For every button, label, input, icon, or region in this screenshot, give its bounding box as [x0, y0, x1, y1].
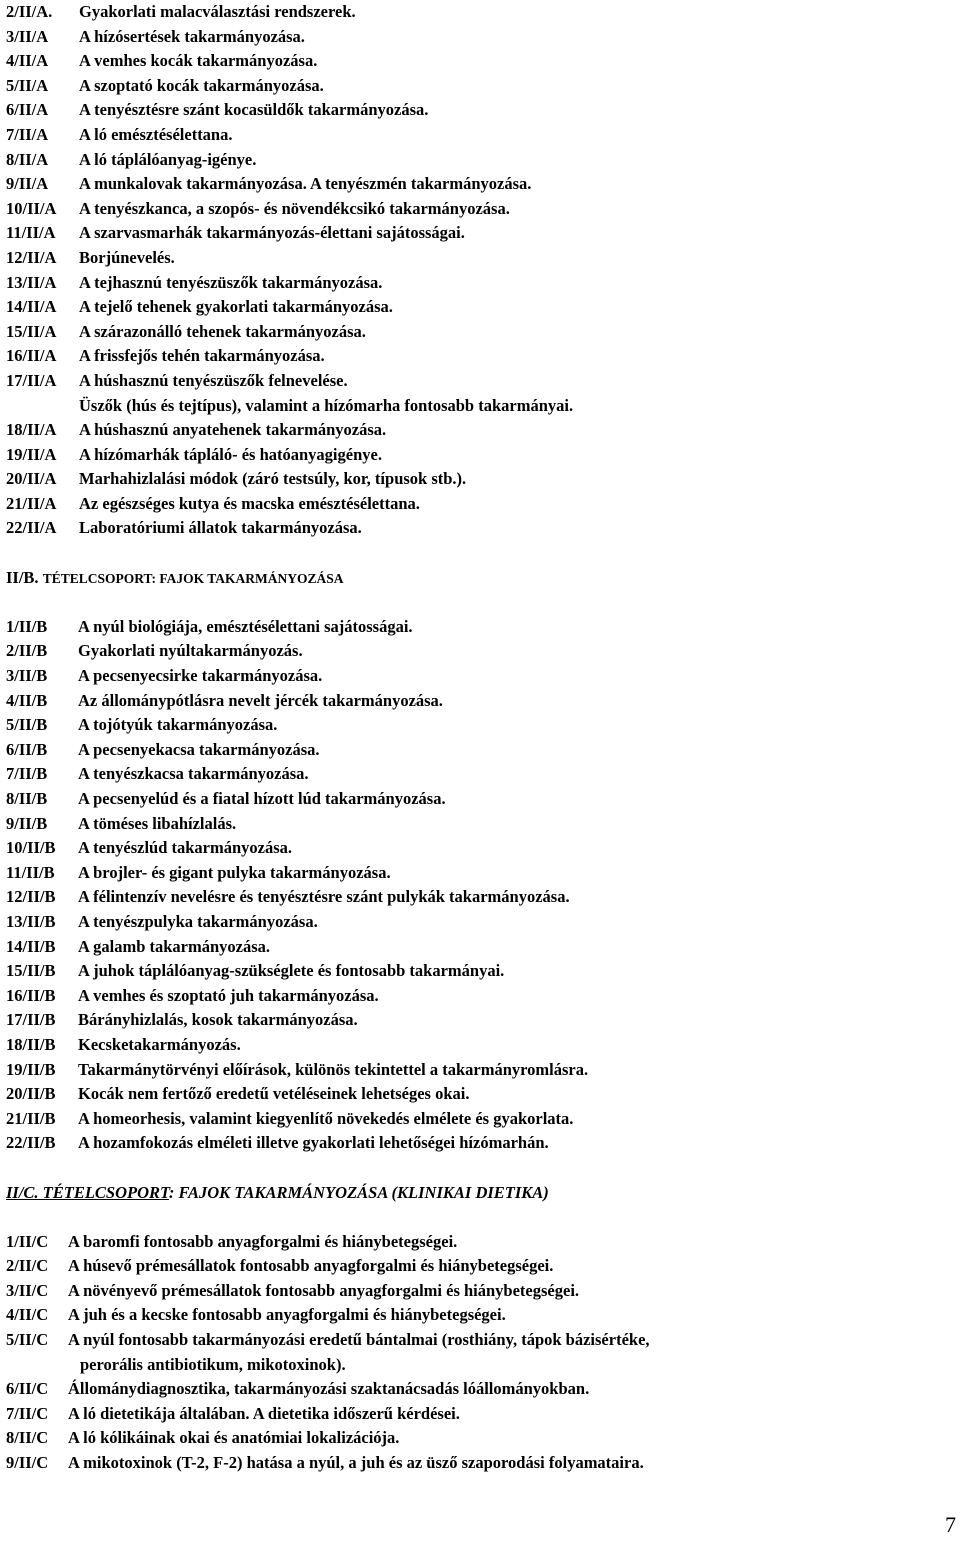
list-item [6, 1426, 946, 1451]
item-text: A homeorhesis, valamint kiegyenlítő növekedés elmélete és gyakorlata. [78, 1108, 574, 1128]
list-item [6, 295, 946, 320]
item-code: 10/II/B [6, 838, 56, 858]
list-item [6, 1131, 946, 1156]
item-code: 10/II/A [6, 198, 57, 218]
item-text: A ló táplálóanyag-igénye. [79, 149, 257, 169]
list-item [6, 1254, 946, 1279]
item-text: Az állománypótlásra nevelt jércék takarmányozása. [78, 690, 443, 710]
list-item [6, 49, 946, 74]
item-text: A szoptató kocák takarmányozása. [79, 75, 324, 95]
list-item [6, 418, 946, 443]
item-code: 12/II/A [6, 247, 57, 267]
item-code: 5/II/C [6, 1330, 49, 1350]
list-item [6, 1082, 946, 1107]
item-text: Laboratóriumi állatok takarmányozása. [79, 518, 362, 538]
heading-underlined: II/C. TÉTELCSOPORT [6, 1182, 169, 1202]
list-item [6, 615, 946, 640]
heading-text: TÉTELCSOPORT: FAJOK TAKARMÁNYOZÁSA [42, 570, 344, 586]
item-text: A frissfejős tehén takarmányozása. [79, 346, 325, 366]
page-number: 7 [945, 1512, 956, 1537]
list-item [6, 812, 946, 837]
item-code: 2/II/C [6, 1256, 49, 1276]
item-code: 16/II/B [6, 985, 56, 1005]
item-text: A töméses libahízlalás. [78, 813, 237, 833]
item-code: 2/II/A. [6, 2, 53, 21]
list-item [6, 664, 946, 689]
item-text: A tejelő tehenek gyakorlati takarmányozása. [79, 297, 393, 317]
item-text: A hozamfokozás elméleti illetve gyakorlati lehetőségei hízómarhán. [78, 1133, 549, 1153]
list-item [6, 197, 946, 222]
list-item [6, 0, 946, 25]
list-item [6, 1230, 946, 1255]
list-item [6, 935, 946, 960]
item-code: 15/II/A [6, 321, 57, 341]
item-text: A tenyésztésre szánt kocasüldők takarmányozása. [79, 100, 429, 120]
list-item [6, 1033, 946, 1058]
item-text: A ló dietetikája általában. A dietetika időszerű kérdései. [68, 1403, 460, 1423]
item-code: 14/II/A [6, 297, 57, 317]
list-item [6, 320, 946, 345]
list-item [6, 25, 946, 50]
item-code: 19/II/A [6, 444, 57, 464]
list-item [6, 787, 946, 812]
item-code: 11/II/A [6, 223, 56, 243]
item-code: 8/II/A [6, 149, 49, 169]
item-code: 4/II/C [6, 1305, 49, 1325]
list-item [6, 1377, 946, 1402]
item-code: 20/II/A [6, 469, 57, 489]
item-code: 4/II/A [6, 51, 49, 71]
list-item [6, 221, 946, 246]
item-code: 16/II/A [6, 346, 57, 366]
item-text: A húsevő prémesállatok fontosabb anyagforgalmi és hiánybetegségei. [68, 1256, 554, 1276]
list-item [6, 836, 946, 861]
list-item [6, 861, 946, 886]
item-text: perorális antibiotikum, mikotoxinok). [80, 1354, 346, 1374]
item-text: A ló kólikáinak okai és anatómiai lokalizációja. [68, 1428, 400, 1448]
item-text: Gyakorlati nyúltakarmányozás. [78, 641, 303, 661]
list-item [6, 98, 946, 123]
item-code: 7/II/C [6, 1403, 49, 1423]
item-text: A hízómarhák tápláló- és hatóanyagigénye. [79, 444, 382, 464]
item-text: A tenyészpulyka takarmányozása. [78, 911, 318, 931]
item-text: A munkalovak takarmányozása. A tenyészmén takarmányozása. [79, 174, 532, 194]
item-code: 18/II/B [6, 1034, 56, 1054]
spacer [6, 1156, 946, 1181]
list-item [6, 467, 946, 492]
item-code: 1/II/B [6, 616, 48, 636]
list-item [6, 271, 946, 296]
item-text: A pecsenyekacsa takarmányozása. [78, 739, 320, 759]
list-item [6, 738, 946, 763]
list-item [6, 74, 946, 99]
item-code: 19/II/B [6, 1059, 56, 1079]
list-item [6, 639, 946, 664]
item-text: Marhahizlalási módok (záró testsúly, kor, típusok stb.). [79, 469, 467, 489]
item-text: A húshasznú anyatehenek takarmányozása. [79, 420, 387, 440]
item-code: 7/II/A [6, 124, 49, 144]
item-text: A tojótyúk takarmányozása. [78, 715, 278, 735]
item-text: A ló emésztésélettana. [79, 124, 233, 144]
list-item [6, 713, 946, 738]
item-text: Az egészséges kutya és macska emésztésélettana. [79, 493, 420, 513]
item-code: 3/II/B [6, 666, 48, 686]
item-text: A tenyészkacsa takarmányozása. [78, 764, 309, 784]
item-code: 17/II/A [6, 370, 57, 390]
document-page [6, 0, 946, 1476]
section-b-heading [6, 566, 946, 591]
item-text: A nyúl biológiája, emésztésélettani sajátosságai. [78, 616, 413, 636]
item-text: A félintenzív nevelésre és tenyésztésre szánt pulykák takarmányozása. [78, 887, 570, 907]
item-text: A tenyészkanca, a szopós- és növendékcsikó takarmányozása. [79, 198, 510, 218]
item-text: A tejhasznú tenyészüszők takarmányozása. [79, 272, 383, 292]
item-code: 22/II/A [6, 518, 57, 538]
list-item [6, 689, 946, 714]
item-code: 9/II/A [6, 174, 49, 194]
list-item [6, 1328, 946, 1353]
item-text: Kecsketakarmányozás. [78, 1034, 241, 1054]
list-item [6, 910, 946, 935]
item-code: 5/II/A [6, 75, 49, 95]
item-code: 1/II/C [6, 1231, 49, 1251]
item-code: 14/II/B [6, 936, 56, 956]
item-code: 8/II/C [6, 1428, 49, 1448]
item-text: A brojler- és gigant pulyka takarmányozása. [78, 862, 391, 882]
list-item [6, 172, 946, 197]
item-code: 15/II/B [6, 961, 56, 981]
item-code: 21/II/A [6, 493, 57, 513]
list-item [6, 1451, 946, 1476]
item-text: A baromfi fontosabb anyagforgalmi és hiánybetegségei. [68, 1231, 458, 1251]
item-text: A juhok táplálóanyag-szükséglete és fontosabb takarmányai. [78, 961, 505, 981]
item-code: 6/II/A [6, 100, 49, 120]
spacer [6, 590, 946, 615]
list-item [6, 1402, 946, 1427]
heading-text: : FAJOK TAKARMÁNYOZÁSA (KLINIKAI DIETIKA) [168, 1182, 549, 1202]
list-item [6, 369, 946, 394]
item-code: 6/II/C [6, 1379, 49, 1399]
list-item [6, 959, 946, 984]
item-text: A mikotoxinok (T-2, F-2) hatása a nyúl, a juh és az üsző szaporodási folyamataira. [68, 1453, 644, 1473]
item-text: Állománydiagnosztika, takarmányozási szaktanácsadás lóállományokban. [68, 1379, 590, 1399]
item-code: 11/II/B [6, 862, 55, 882]
list-item-continuation [6, 394, 946, 419]
list-item [6, 762, 946, 787]
list-item [6, 344, 946, 369]
item-text: A pecsenyecsirke takarmányozása. [78, 666, 323, 686]
item-text: A tenyészlúd takarmányozása. [78, 838, 293, 858]
list-item [6, 1058, 946, 1083]
item-text: Takarmánytörvényi előírások, különös tekintettel a takarmányromlásra. [78, 1059, 589, 1079]
item-code: 9/II/C [6, 1453, 49, 1473]
list-item [6, 984, 946, 1009]
section-c-heading [6, 1181, 946, 1206]
item-code: 20/II/B [6, 1084, 56, 1104]
list-item [6, 516, 946, 541]
item-text: A pecsenyelúd és a fiatal hízott lúd takarmányozása. [78, 789, 446, 808]
spacer [6, 1205, 946, 1230]
item-code: 13/II/B [6, 911, 56, 931]
list-item [6, 246, 946, 271]
item-code: 5/II/B [6, 715, 48, 735]
section-a-list [6, 0, 946, 541]
list-item [6, 1008, 946, 1033]
list-item [6, 492, 946, 517]
item-text: A hízósertések takarmányozása. [79, 26, 305, 46]
item-text: Üszők (hús és tejtípus), valamint a hízómarha fontosabb takarmányai. [79, 395, 574, 415]
list-item [6, 1107, 946, 1132]
item-code: 3/II/A [6, 26, 49, 46]
list-item [6, 1279, 946, 1304]
item-text: A húshasznú tenyészüszők felnevelése. [79, 370, 348, 390]
item-text: A galamb takarmányozása. [78, 936, 271, 956]
section-b-list [6, 615, 946, 1156]
item-code: 2/II/B [6, 641, 48, 661]
spacer [6, 541, 946, 566]
list-item [6, 885, 946, 910]
item-code: 21/II/B [6, 1108, 56, 1128]
item-text: Gyakorlati malacválasztási rendszerek. [79, 2, 356, 21]
item-text: Borjúnevelés. [79, 247, 175, 267]
item-code: 6/II/B [6, 739, 48, 759]
item-text: Kocák nem fertőző eredetű vetéléseinek lehetséges okai. [78, 1084, 470, 1104]
item-code: 8/II/B [6, 789, 48, 808]
item-text: Bárányhizlalás, kosok takarmányozása. [78, 1010, 358, 1030]
item-code: 22/II/B [6, 1133, 56, 1153]
item-code: 9/II/B [6, 813, 48, 833]
list-item [6, 1303, 946, 1328]
item-code: 17/II/B [6, 1010, 56, 1030]
item-text: A vemhes kocák takarmányozása. [79, 51, 318, 71]
item-text: A növényevő prémesállatok fontosabb anyagforgalmi és hiánybetegségei. [68, 1280, 580, 1300]
item-code: 3/II/C [6, 1280, 49, 1300]
item-code: 13/II/A [6, 272, 57, 292]
item-text: A szarvasmarhák takarmányozás-élettani sajátosságai. [79, 223, 465, 243]
item-text: A vemhes és szoptató juh takarmányozása. [78, 985, 379, 1005]
section-c-list [6, 1230, 946, 1476]
item-code: 18/II/A [6, 420, 57, 440]
item-code: 4/II/B [6, 690, 48, 710]
list-item [6, 123, 946, 148]
item-text: A szárazonálló tehenek takarmányozása. [79, 321, 366, 341]
item-text: A juh és a kecske fontosabb anyagforgalmi és hiánybetegségei. [68, 1305, 506, 1325]
item-code: 7/II/B [6, 764, 48, 784]
list-item [6, 443, 946, 468]
list-item-continuation [6, 1353, 946, 1378]
list-item [6, 148, 946, 173]
heading-prefix: II/B. [6, 567, 39, 587]
item-code: 12/II/B [6, 887, 56, 907]
item-text: A nyúl fontosabb takarmányozási eredetű bántalmai (rosthiány, tápok bázisértéke, [68, 1330, 650, 1350]
